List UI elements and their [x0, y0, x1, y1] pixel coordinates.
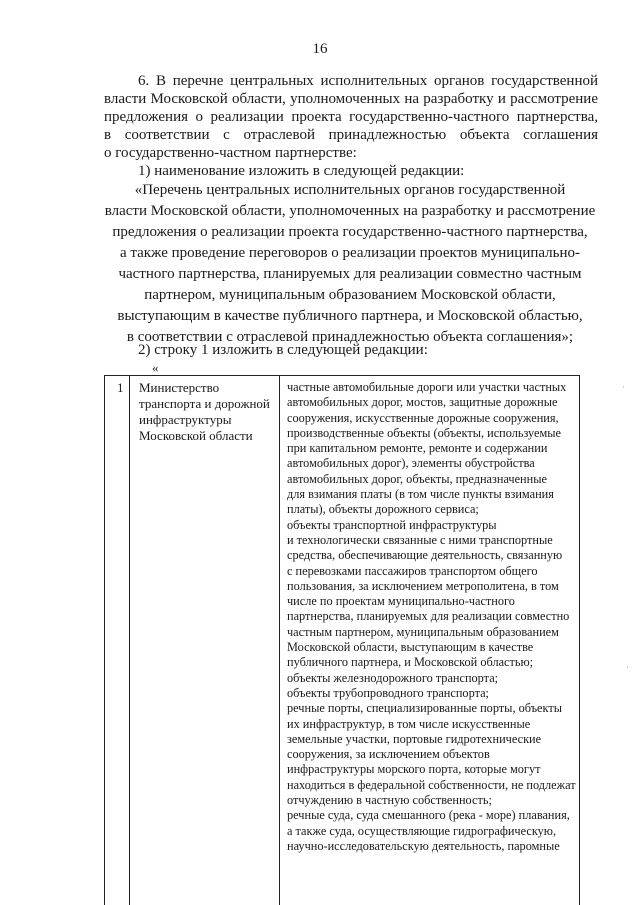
quote-line-1: «Перечень центральных исполнительных органов государственной — [134, 182, 566, 198]
objects-line: и технологически связанные с ними транспортные — [287, 532, 553, 547]
objects-line: научно-исследовательскую деятельность, паромные — [287, 838, 560, 853]
objects-line: их инфраструктур, в том числе искусственные — [287, 716, 531, 731]
row-number: 1 — [117, 380, 124, 395]
quote-line-2: власти Московской области, уполномоченных на разработку и рассмотрение — [104, 203, 596, 219]
quote-line-6: партнером, муниципальным образованием Московской области, — [144, 287, 556, 303]
objects-line: речные суда, суда смешанного (река - море) плавания, — [287, 808, 570, 823]
objects-line: отчуждению в частную собственность; — [287, 793, 492, 808]
objects-cell — [287, 380, 577, 854]
open-quote: « — [152, 360, 159, 375]
objects-line: частным партнером, муниципальным образованием — [287, 624, 559, 639]
organ-line: инфраструктуры — [139, 412, 232, 427]
objects-line: объекты транспортной инфраструктуры — [287, 517, 497, 532]
objects-line: партнерства, планируемых для реализации совместно — [287, 609, 570, 624]
objects-line: пользования, за исключением метрополитена, в том — [287, 578, 559, 593]
objects-line: инфраструктуры морского порта, которые могут — [287, 762, 541, 777]
intro-line-4: в соответствии с отраслевой принадлежностью объекта соглашения — [104, 127, 598, 143]
intro-line-1: 6. В перечне центральных исполнительных органов государственной — [138, 73, 598, 89]
objects-line: автомобильных дорог, мостов, защитные дорожные — [287, 395, 558, 410]
quote-line-5: частного партнерства, планируемых для реализации совместно частным — [118, 266, 582, 282]
objects-line: автомобильных дорог), элементы обустройства — [287, 456, 535, 471]
organ-line: транспорта и дорожной — [139, 396, 270, 411]
objects-line: средства, обеспечивающие деятельность, связанную — [287, 548, 563, 563]
objects-line: публичного партнера, и Московской областью; — [287, 655, 534, 670]
item-1-text: 1) наименование изложить в следующей редакции: — [138, 163, 465, 179]
objects-line: земельные участки, портовые гидротехнические — [287, 731, 542, 746]
quote-line-4: а также проведение переговоров о реализации проектов муниципально- — [119, 245, 581, 261]
objects-line: автомобильных дорог, объекты, предназначенные — [287, 471, 547, 486]
objects-line: Московской области, выступающим в качестве — [287, 640, 534, 655]
objects-line: объекты железнодорожного транспорта; — [287, 670, 499, 685]
objects-line: для взимания платы (в том числе пункты взимания — [287, 487, 554, 502]
objects-line: сооружения, искусственные дорожные сооружения, — [287, 410, 559, 425]
organ-cell — [139, 380, 279, 444]
objects-line: а также суда, осуществляющие гидрографическую, — [287, 823, 557, 838]
organ-line: Министерство — [139, 380, 220, 395]
item-2-text: 2) строку 1 изложить в следующей редакции: — [138, 342, 428, 358]
objects-line: объекты трубопроводного транспорта; — [287, 685, 489, 700]
scan-mark: · — [626, 662, 629, 672]
objects-line: числе по проектам муниципально-частного — [287, 594, 515, 609]
quote-line-8: в соответствии с отраслевой принадлежностью объекта соглашения»; — [126, 329, 574, 345]
organ-table — [104, 375, 580, 905]
intro-line-5: о государственно-частном партнерстве: — [104, 145, 357, 161]
organ-line: Московской области — [139, 428, 253, 443]
objects-line: находиться в федеральной собственности, не подлежат — [287, 777, 576, 792]
objects-line: сооружения, за исключением объектов — [287, 747, 490, 762]
objects-line: с перевозками пассажиров транспортом общего — [287, 563, 538, 578]
quote-line-3: предложения о реализации проекта государственно-частного партнерства, — [112, 224, 588, 240]
table-divider-2 — [279, 376, 280, 905]
scan-mark: · — [622, 382, 625, 392]
objects-line: при капитальном ремонте, ремонте и содержании — [287, 441, 548, 456]
quote-line-7: выступающим в качестве публичного партнера, и Московской областью, — [117, 308, 583, 324]
table-divider-1 — [129, 376, 130, 905]
objects-line: речные порты, специализированные порты, объекты — [287, 701, 562, 716]
objects-line: платы), объекты дорожного сервиса; — [287, 502, 479, 517]
page-number: 16 — [312, 41, 328, 57]
objects-line: частные автомобильные дороги или участки частных — [287, 380, 567, 394]
intro-line-3: предложения о реализации проекта государственно-частного партнерства, — [104, 109, 598, 125]
objects-line: производственные объекты (объекты, используемые — [287, 425, 562, 440]
intro-line-2: власти Московской области, уполномоченных на разработку и рассмотрение — [104, 91, 598, 107]
